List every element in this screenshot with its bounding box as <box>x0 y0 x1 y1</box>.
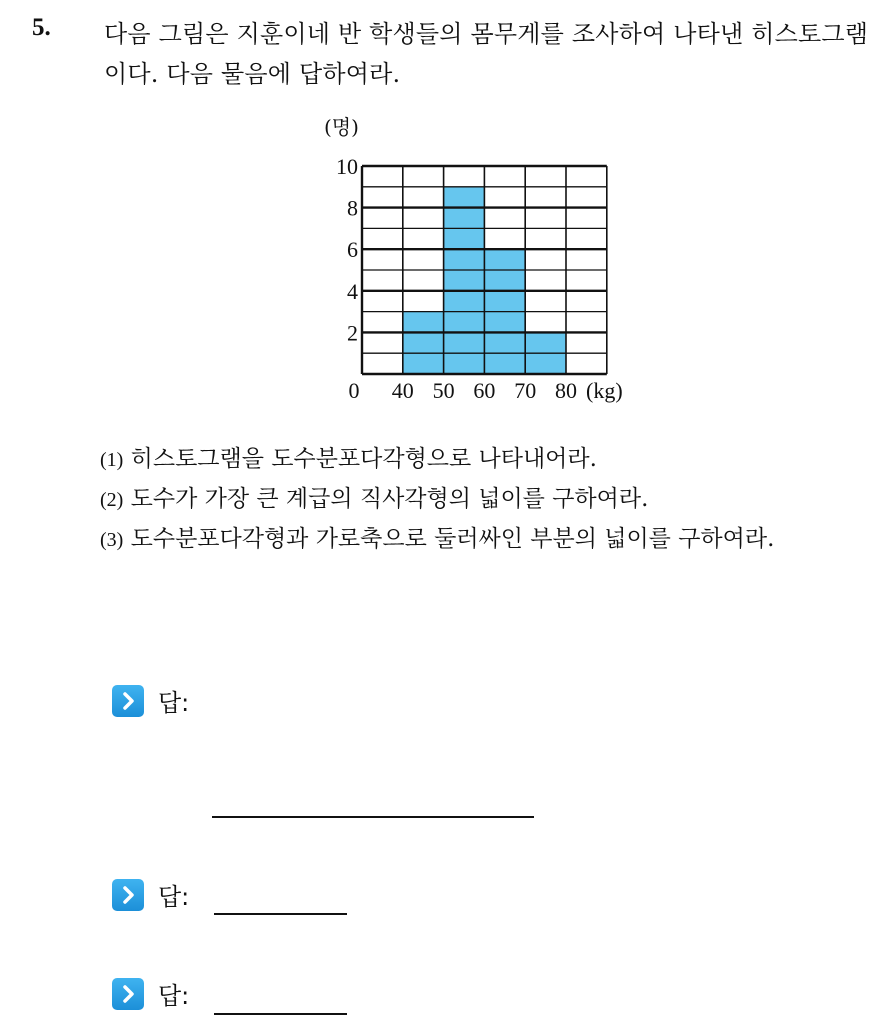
subquestion-3-number: (3) <box>100 529 124 551</box>
x-tick-40: 40 <box>391 378 414 403</box>
subquestion-3 <box>100 520 774 560</box>
histogram-bar-50-60 <box>444 187 485 374</box>
origin-label: 0 <box>348 378 360 403</box>
histogram-chart <box>318 112 648 412</box>
subquestion-1-number: (1) <box>100 449 124 471</box>
x-tick-60: 60 <box>473 378 496 403</box>
answer-row-1 <box>112 683 189 718</box>
y-tick-8: 8 <box>347 195 358 221</box>
subquestion-1-text: 히스토그램을 도수분포다각형으로 나타내어라. <box>130 446 597 472</box>
chevron-right-icon <box>112 978 144 1010</box>
answer-label-2: 답: <box>158 883 190 911</box>
y-tick-4: 4 <box>347 278 358 304</box>
x-tick-70: 70 <box>514 378 537 403</box>
subquestion-2-text: 도수가 가장 큰 계급의 직사각형의 넓이를 구하여라. <box>130 486 649 512</box>
answer-row-3 <box>112 976 189 1011</box>
y-axis-unit-label: (명) <box>324 115 359 139</box>
subquestion-2 <box>100 480 774 520</box>
y-tick-6: 6 <box>347 237 358 263</box>
chevron-right-icon <box>112 685 144 717</box>
subquestion-list <box>100 440 774 560</box>
chevron-right-icon <box>112 879 144 911</box>
x-tick-80: 80 <box>555 378 577 403</box>
answer-row-2 <box>112 877 189 912</box>
y-tick-2: 2 <box>347 320 358 346</box>
y-tick-10: 10 <box>336 154 358 179</box>
subquestion-2-number: (2) <box>100 489 124 511</box>
answer-line-3[interactable] <box>214 1013 347 1015</box>
x-tick-50: 50 <box>432 378 455 403</box>
subquestion-1 <box>100 440 774 480</box>
question-number: 5. <box>32 14 51 41</box>
answer-label-3: 답: <box>158 982 190 1010</box>
subquestion-3-text: 도수분포다각형과 가로축으로 둘러싸인 부분의 넓이를 구하여라. <box>130 526 775 552</box>
x-axis-unit-label: (kg) <box>586 378 623 403</box>
question-text: 다음 그림은 지훈이네 반 학생들의 몸무게를 조사하여 나타낸 히스토그램이다. 다음 물음에 답하여라. <box>104 20 869 88</box>
histogram-bar-40-50 <box>403 312 444 374</box>
answer-line-1[interactable] <box>212 816 534 818</box>
grid-lines <box>362 166 607 374</box>
answer-line-2[interactable] <box>214 913 347 915</box>
answer-label-1: 답: <box>158 689 190 717</box>
